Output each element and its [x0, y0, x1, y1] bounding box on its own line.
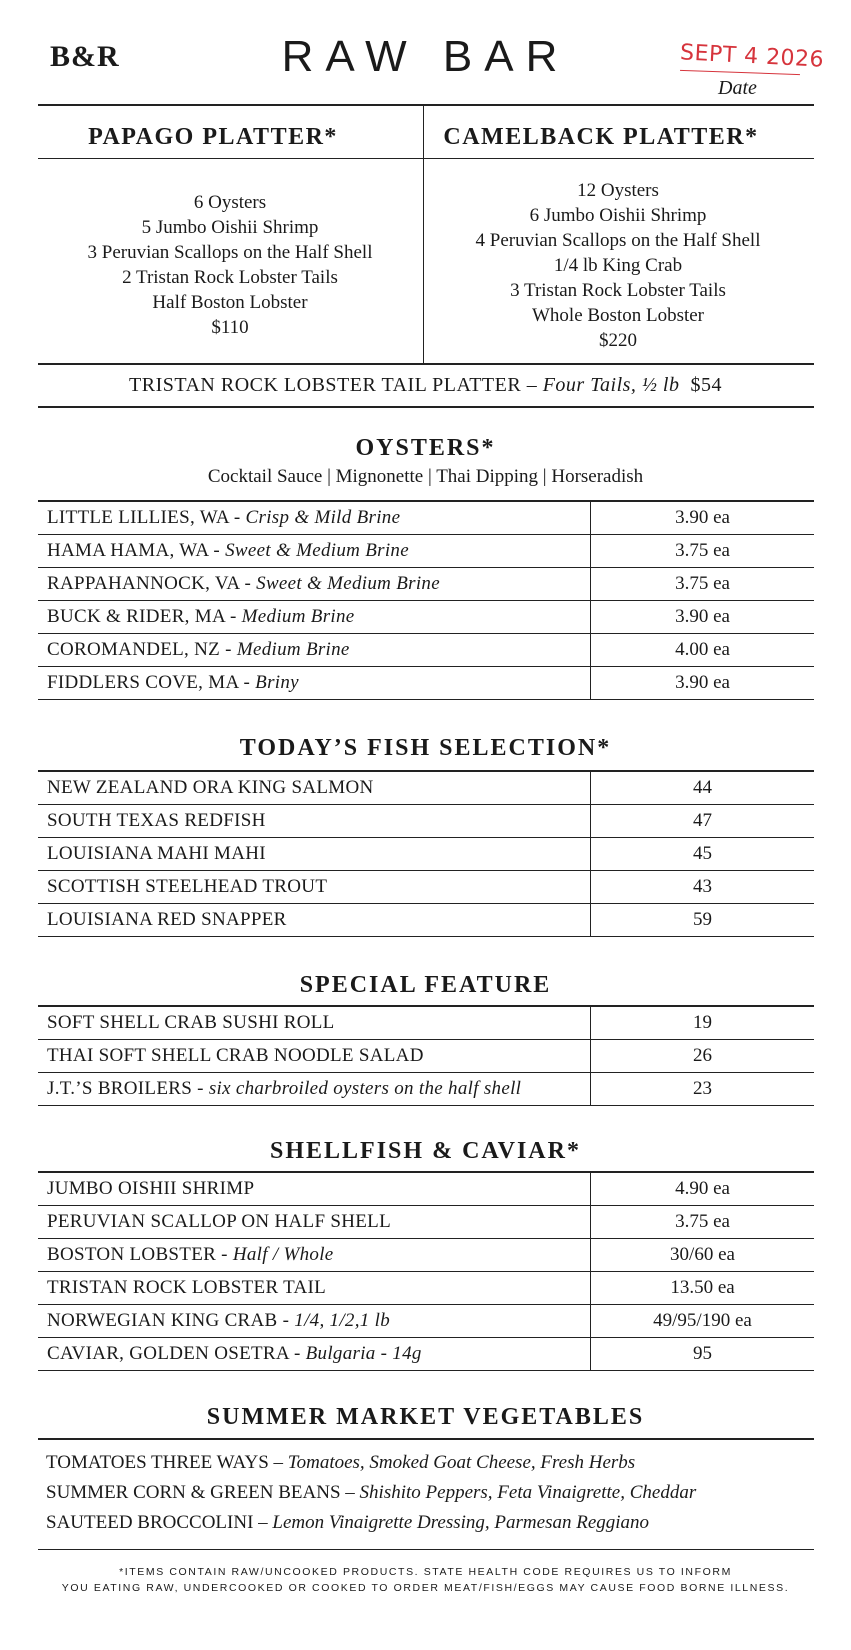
- item-name: J.T.’S BROILERS - six charbroiled oysters on the half shell: [38, 1073, 591, 1106]
- item-price: 3.90 ea: [591, 601, 815, 634]
- platter-item: 6 Jumbo Oishii Shrimp: [529, 205, 707, 226]
- table-row: [38, 535, 814, 568]
- shellfish-table: [38, 1171, 814, 1371]
- item-name: BUCK & RIDER, MA - Medium Brine: [38, 601, 591, 634]
- item-price: 13.50 ea: [591, 1272, 815, 1305]
- item-price: 30/60 ea: [591, 1239, 815, 1272]
- list-item: SAUTEED BROCCOLINI – Lemon Vinaigrette Dressing, Parmesan Reggiano: [46, 1512, 650, 1533]
- table-row: [38, 904, 814, 937]
- tail-platter-name: TRISTAN ROCK LOBSTER TAIL PLATTER –: [129, 374, 538, 396]
- special-table: [38, 1005, 814, 1106]
- item-price: 43: [591, 871, 815, 904]
- item-price: 3.90 ea: [591, 667, 815, 700]
- item-name: BOSTON LOBSTER - Half / Whole: [38, 1239, 591, 1272]
- item-name: SOFT SHELL CRAB SUSHI ROLL: [38, 1006, 591, 1040]
- platter-item: 1/4 lb King Crab: [553, 255, 683, 276]
- item-price: 26: [591, 1040, 815, 1073]
- section-title-shellfish: SHELLFISH & CAVIAR*: [270, 1138, 581, 1164]
- platter-item: 2 Tristan Rock Lobster Tails: [122, 267, 338, 288]
- table-row: [38, 871, 814, 904]
- platter-item: 5 Jumbo Oishii Shrimp: [141, 217, 319, 238]
- item-name: CAVIAR, GOLDEN OSETRA - Bulgaria - 14g: [38, 1338, 591, 1371]
- item-price: 3.75 ea: [591, 568, 815, 601]
- platter-price: $220: [599, 330, 637, 351]
- item-price: 45: [591, 838, 815, 871]
- platter-items-papago: [36, 190, 424, 340]
- table-row: [38, 1172, 814, 1206]
- platter-item: 3 Peruvian Scallops on the Half Shell: [87, 242, 373, 263]
- table-row: [38, 568, 814, 601]
- item-name: NORWEGIAN KING CRAB - 1/4, 1/2,1 lb: [38, 1305, 591, 1338]
- platter-price: $110: [211, 317, 249, 338]
- platter-item: Whole Boston Lobster: [531, 305, 705, 326]
- date-value: SEPT 4 2026: [679, 40, 825, 73]
- divider: [38, 104, 814, 106]
- item-price: 23: [591, 1073, 815, 1106]
- item-name: TRISTAN ROCK LOBSTER TAIL: [38, 1272, 591, 1305]
- table-row: [38, 634, 814, 667]
- platter-item: 4 Peruvian Scallops on the Half Shell: [475, 230, 761, 251]
- item-price: 59: [591, 904, 815, 937]
- table-row: [38, 1272, 814, 1305]
- item-name: JUMBO OISHII SHRIMP: [38, 1172, 591, 1206]
- table-row: [38, 1073, 814, 1106]
- item-name: NEW ZEALAND ORA KING SALMON: [38, 771, 591, 805]
- table-row: [38, 667, 814, 700]
- item-price: 19: [591, 1006, 815, 1040]
- disclaimer-line-1: *ITEMS CONTAIN RAW/UNCOOKED PRODUCTS. STATE HEALTH CODE REQUIRES US TO INFORM: [119, 1566, 732, 1578]
- divider: [38, 158, 814, 159]
- item-name: COROMANDEL, NZ - Medium Brine: [38, 634, 591, 667]
- table-row: [38, 838, 814, 871]
- divider: [38, 406, 814, 408]
- fish-table: [38, 770, 814, 937]
- platter-item: 6 Oysters: [193, 192, 267, 213]
- tail-platter: [0, 374, 851, 397]
- section-title-oysters: OYSTERS*: [355, 435, 496, 461]
- oysters-table: [38, 500, 814, 700]
- section-title-fish: TODAY’S FISH SELECTION*: [239, 735, 612, 761]
- divider: [38, 1438, 814, 1440]
- item-name: PERUVIAN SCALLOP ON HALF SHELL: [38, 1206, 591, 1239]
- table-row: [38, 1040, 814, 1073]
- item-name: SOUTH TEXAS REDFISH: [38, 805, 591, 838]
- platter-title-camelback: CAMELBACK PLATTER*: [443, 124, 759, 150]
- item-name: LITTLE LILLIES, WA - Crisp & Mild Brine: [38, 501, 591, 535]
- list-item: SUMMER CORN & GREEN BEANS – Shishito Peppers, Feta Vinaigrette, Cheddar: [46, 1482, 697, 1503]
- health-disclaimer: [0, 1564, 851, 1596]
- platter-items-camelback: [424, 178, 812, 353]
- table-row: [38, 1006, 814, 1040]
- table-row: [38, 805, 814, 838]
- item-name: HAMA HAMA, WA - Sweet & Medium Brine: [38, 535, 591, 568]
- section-title-vegetables: SUMMER MARKET VEGETABLES: [206, 1404, 645, 1430]
- disclaimer-line-2: YOU EATING RAW, UNDERCOOKED OR COOKED TO ORDER MEAT/FISH/EGGS MAY CAUSE FOOD BORNE ILLNESS.: [61, 1582, 790, 1594]
- table-row: [38, 1206, 814, 1239]
- item-name: FIDDLERS COVE, MA - Briny: [38, 667, 591, 700]
- item-price: 3.75 ea: [591, 535, 815, 568]
- page-title: RAW BAR: [281, 32, 570, 81]
- logo: B&R: [50, 40, 120, 73]
- table-row: [38, 771, 814, 805]
- item-price: 95: [591, 1338, 815, 1371]
- tail-platter-price: $54: [690, 374, 722, 396]
- divider: [38, 1549, 814, 1550]
- table-row: [38, 501, 814, 535]
- vegetables-list: [46, 1448, 696, 1538]
- item-name: THAI SOFT SHELL CRAB NOODLE SALAD: [38, 1040, 591, 1073]
- item-name: SCOTTISH STEELHEAD TROUT: [38, 871, 591, 904]
- divider: [38, 363, 814, 365]
- table-row: [38, 1305, 814, 1338]
- section-title-special: SPECIAL FEATURE: [299, 972, 552, 998]
- item-name: RAPPAHANNOCK, VA - Sweet & Medium Brine: [38, 568, 591, 601]
- tail-platter-desc: Four Tails, ½ lb: [542, 374, 680, 396]
- platter-item: Half Boston Lobster: [152, 292, 308, 313]
- date-label: Date: [718, 77, 757, 99]
- item-name: LOUISIANA RED SNAPPER: [38, 904, 591, 937]
- list-item: TOMATOES THREE WAYS – Tomatoes, Smoked Goat Cheese, Fresh Herbs: [46, 1452, 636, 1473]
- item-price: 44: [591, 771, 815, 805]
- sauce-list: Cocktail Sauce | Mignonette | Thai Dipping | Horseradish: [207, 466, 644, 487]
- table-row: [38, 1338, 814, 1371]
- item-price: 3.90 ea: [591, 501, 815, 535]
- item-price: 4.90 ea: [591, 1172, 815, 1206]
- item-name: LOUISIANA MAHI MAHI: [38, 838, 591, 871]
- item-price: 3.75 ea: [591, 1206, 815, 1239]
- item-price: 4.00 ea: [591, 634, 815, 667]
- platter-item: 12 Oysters: [577, 180, 659, 201]
- platter-title-papago: PAPAGO PLATTER*: [88, 124, 338, 150]
- item-price: 47: [591, 805, 815, 838]
- table-row: [38, 1239, 814, 1272]
- platter-item: 3 Tristan Rock Lobster Tails: [510, 280, 726, 301]
- item-price: 49/95/190 ea: [591, 1305, 815, 1338]
- table-row: [38, 601, 814, 634]
